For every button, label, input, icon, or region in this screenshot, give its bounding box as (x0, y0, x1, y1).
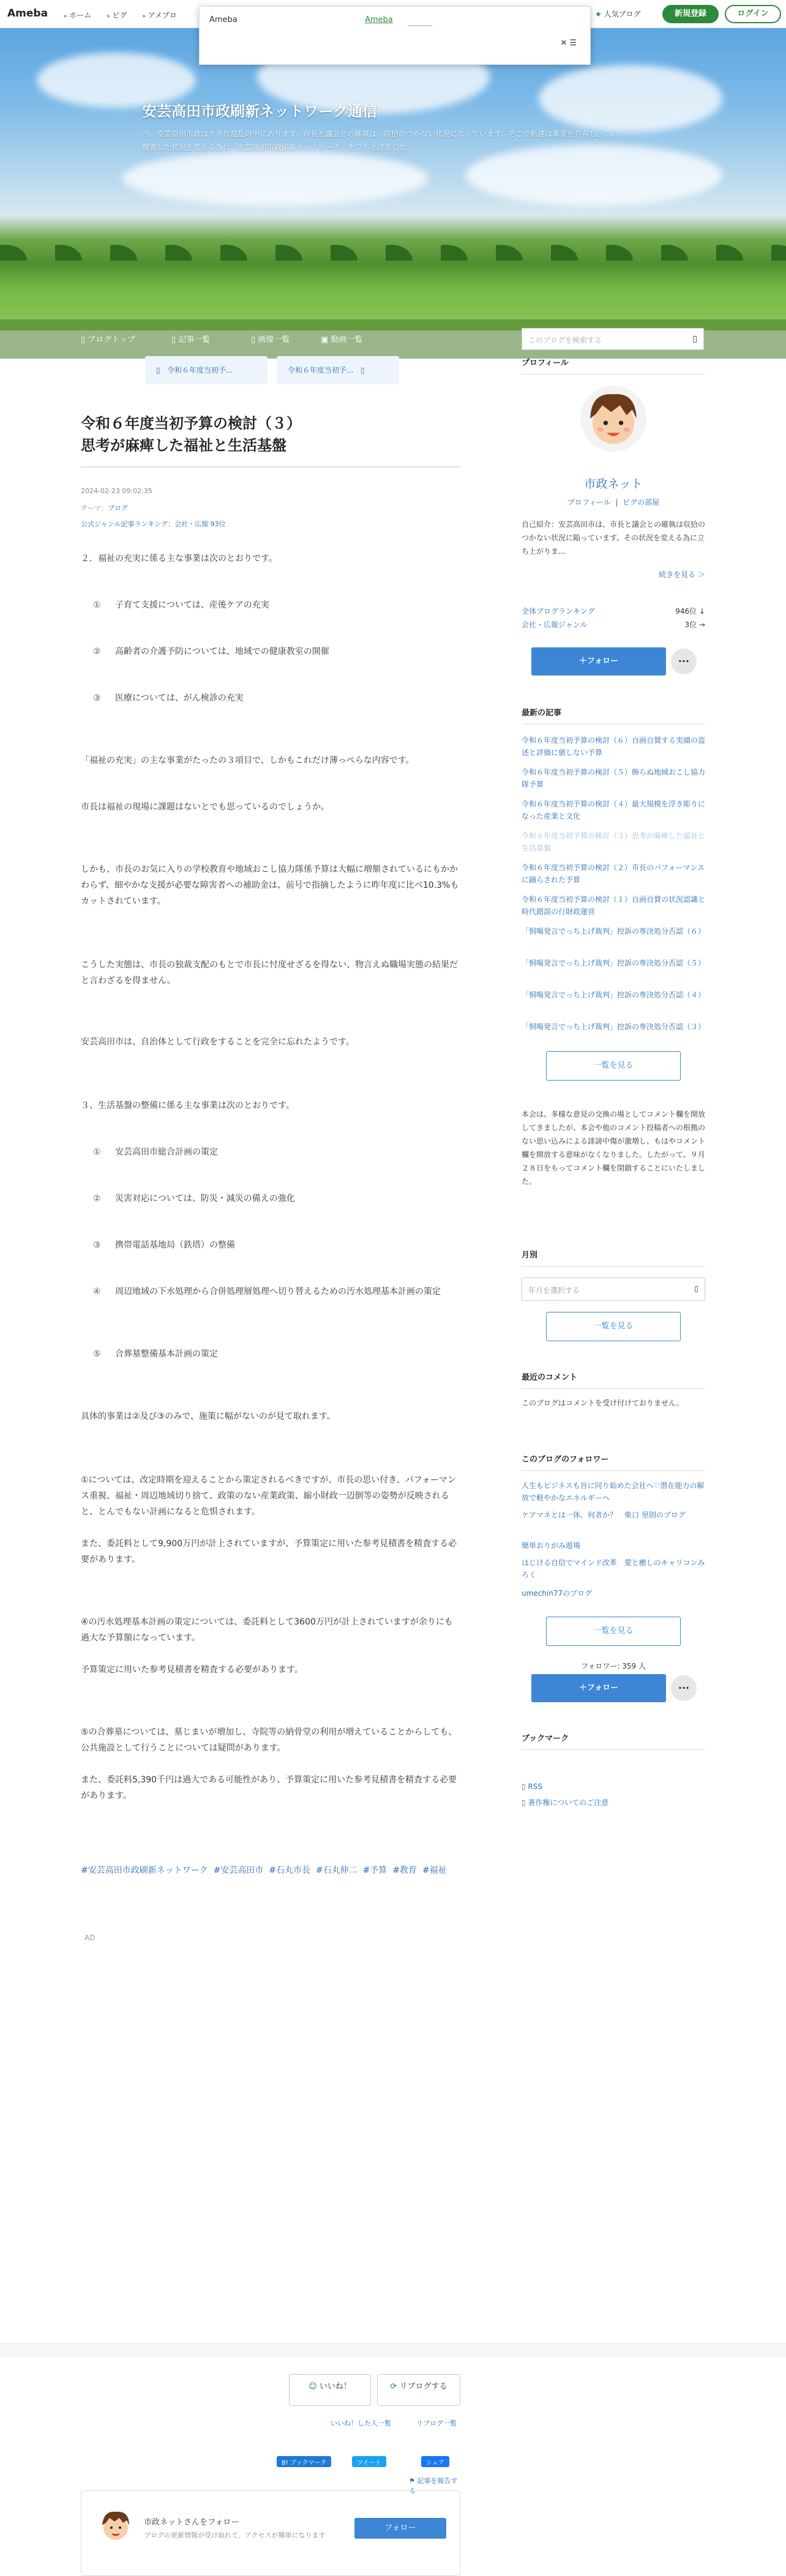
rss-label: RSS (528, 1782, 542, 1791)
recent-articles-heading: 最新の記事 (522, 706, 705, 724)
blog-nav (0, 319, 786, 359)
item-text: 安芸高田市総合計画の策定 (115, 1147, 218, 1157)
rank-value: 3位 → (684, 620, 705, 629)
paragraph: 具体的事業は②及び③のみで、施策に幅がないのが見て取れます。 (81, 1412, 335, 1421)
tweet-button[interactable]: ツイート (352, 2456, 386, 2467)
paragraph: 「福祉の充実」の主な事業がたったの３項目で、しかもこれだけ薄っぺらな内容です。 (81, 756, 414, 765)
follow-card-name: 市政ネットさんをフォロー (144, 2518, 239, 2527)
profile-links: プロフィール | ピグの部屋 (567, 498, 660, 507)
genre-ranking[interactable]: 公式ジャンル記事ランキング：会社・広報 93位 (81, 520, 226, 528)
hashtag-link[interactable]: #教育 (392, 1866, 417, 1875)
article-title (81, 412, 460, 456)
item-number: ② (93, 647, 101, 657)
article-theme (81, 503, 128, 513)
item-number: ④ (93, 1287, 101, 1297)
rss-link[interactable]: ▯ RSS (522, 1782, 542, 1791)
like-icon: ☺ (309, 2382, 317, 2391)
avatar (97, 2507, 134, 2544)
follower-blog-link[interactable]: 人生もビジネスも旨に同り始めた会社へ♡潜在能力の解放で軽やかなエネルギーへ (522, 1481, 705, 1502)
login-button[interactable]: ログイン (725, 5, 781, 23)
month-select-placeholder: 年月を選択する (528, 1286, 580, 1295)
nav-video-list[interactable]: ▣ 動画一覧 (321, 335, 363, 344)
article-title-line2: 思考が麻痺した福祉と生活基盤 (81, 437, 286, 454)
hot-blog-link[interactable]: ★ 人気ブログ (595, 9, 641, 19)
close-icon[interactable]: ✕ ☰ (560, 39, 577, 48)
prev-article-label: 令和６年度当初予... (167, 366, 233, 374)
hatena-bookmark-button[interactable]: B! ブックマーク (277, 2456, 331, 2467)
nav-blog-top[interactable]: ▯ ブログトップ (81, 335, 135, 344)
rank-label: 会社・広報ジャンル (522, 620, 588, 629)
item-number: ③ (93, 1240, 101, 1250)
blog-description: 今、安芸高田市政は大きな混乱の中にあります。市長と議会との確執は、収拾のつかない状況になっています。そこで私達は事実を共有し、この膠着した状況を変える為に「安芸高田市政刷新ネットワーク」を立ち上げました。 (142, 130, 619, 152)
next-article-link[interactable]: 令和６年度当初予... ▯ (277, 356, 399, 384)
followers-heading: このブログのフォロワー (522, 1453, 705, 1471)
ameba-logo[interactable]: Ameba (7, 7, 48, 20)
like-label: いいね！ (319, 2382, 351, 2391)
register-button[interactable]: 新規登録 (662, 5, 719, 23)
read-more-link[interactable]: 続きを見る ＞ (659, 570, 705, 579)
hashtag-list (81, 1860, 460, 1881)
report-label: 記事を報告する (409, 2477, 458, 2495)
recent-article-link[interactable]: 「恫喝発言でっち上げ裁判」控訴の専決処分否認（３） (522, 1022, 706, 1031)
follow-card (81, 2490, 460, 2576)
paragraph: ①については、改定時期を迎えることから策定されるべきですが、市長の思い付き、パフォーマンス重視、福祉・周辺地域切り捨て、政策のない産業政策、縮小財政一辺倒等の姿勢が反映されると、とんでもない計画になると危惧されます。 (81, 1475, 457, 1517)
nav-video-list-label: 動画一覧 (331, 335, 363, 344)
popup-link[interactable]: Ameba (365, 15, 393, 24)
item-text: 合葬墓整備基本計画の策定 (115, 1349, 218, 1359)
nav-blog-top-label: ブログトップ (88, 335, 135, 344)
more-options-button[interactable]: ··· (671, 649, 697, 674)
reblog-button[interactable]: ⟳ リブログする · (377, 2374, 460, 2406)
item-number: ③ (93, 693, 101, 703)
ad-label: AD (84, 1934, 95, 1942)
follower-blog-link[interactable]: はじける自信でマインド改革 愛と癒しのキャリコンみろく (522, 1558, 705, 1579)
article-title-line1: 令和６年度当初予算の検討（３） (81, 415, 301, 432)
genre-ranking[interactable] (522, 619, 705, 630)
profile-intro: 自己紹介：安芸高田市は、市長と議会との確執は収拾のつかない状況に陥っています。その状況を変える為に立ち上がりま... (522, 520, 706, 556)
paragraph: 安芸高田市は、自治体として行政をすることを完全に忘れたようです。 (81, 1037, 354, 1047)
follower-blog-link[interactable]: 簡単おりがみ遊場 (522, 1541, 581, 1550)
profile-avatar[interactable] (580, 385, 646, 452)
title-divider (81, 466, 460, 467)
follow-button-bottom[interactable]: ＋フォロー (531, 1674, 666, 1702)
paragraph: ３、生活基盤の整備に係る主な事業は次のとおりです。 (81, 1101, 294, 1111)
like-button[interactable]: ☺ いいね！ · (289, 2374, 371, 2406)
rank-label: 全体ブログランキング (522, 607, 595, 616)
item-number: ⑤ (93, 1349, 101, 1359)
list-item (93, 1144, 460, 1160)
recent-article-link[interactable]: 「恫喝発言でっち上げ裁判」控訴の専決処分否認（６） (522, 927, 706, 936)
popup-divider (408, 25, 432, 26)
reblog-icon: ⟳ (390, 2382, 397, 2391)
copyright-notice-link[interactable]: ▯ 著作権についてのご注意 (522, 1798, 609, 1807)
nav-pigg[interactable]: ▸ ピグ (107, 10, 127, 20)
item-text: 携帯電話基地局（鉄塔）の整備 (115, 1240, 235, 1250)
recent-article-link[interactable]: 令和６年度当初予算の検討（３）思考が麻痺した福祉と生活基盤 (522, 832, 706, 852)
hashtag-link[interactable]: #福祉 (422, 1866, 447, 1875)
search-icon[interactable]: ▯ (692, 334, 697, 344)
no-comments-text: このブログはコメントを受け付けておりません。 (522, 1399, 684, 1407)
list-item (93, 1237, 460, 1253)
recent-article-link[interactable]: 「恫喝発言でっち上げ裁判」控訴の専決処分否認（４） (522, 991, 706, 999)
list-item (93, 1284, 460, 1300)
paragraph: 予算策定に用いた参考見積書を精査する必要があります。 (81, 1665, 303, 1675)
follow-card-subtext: ブログの更新情報が受け取れて、アクセスが簡単になります (144, 2531, 326, 2539)
bookmark-heading: ブックマーク (522, 1732, 705, 1750)
cloud-shape (539, 65, 722, 132)
list-item (93, 690, 460, 706)
profile-link[interactable]: プロフィール (567, 498, 611, 507)
paragraph: また、委託料として9,900万円が計上されていますが、予算策定に用いた参考見積書を精査する必要があります。 (81, 1539, 457, 1565)
article-list-button[interactable]: 一覧を見る (546, 1051, 681, 1081)
profile-heading: プロフィール (522, 356, 705, 374)
copyright-label: 著作権についてのご注意 (528, 1798, 609, 1807)
paragraph: ④の汚水処理基本計画の策定については、委託料として3600万円が計上されていますが余りにも過大な予算額になっています。 (81, 1617, 453, 1643)
recent-article-link[interactable]: 令和６年度当初予算の検討（２）市長のパフォーマンスに踊らされた予算 (522, 863, 705, 884)
recent-article-link[interactable]: 令和６年度当初予算の検討（４）最大規模を浮き彫りになった産業と文化 (522, 800, 706, 821)
facebook-share-button[interactable]: シェア (421, 2456, 449, 2467)
follower-blog-link[interactable]: ケアマネとは一体、何者か？ 柴口 里則のブログ (522, 1511, 686, 1519)
item-number: ① (93, 600, 101, 610)
popup-brand: Ameba (209, 15, 238, 24)
list-item (93, 644, 460, 660)
profile-name[interactable]: 市政ネット (584, 477, 643, 491)
follow-button[interactable]: ＋フォロー (531, 647, 666, 676)
cloud-shape (122, 151, 429, 206)
paragraph: 市長は福祉の現場に課題はないとでも思っているのでしょうか。 (81, 802, 329, 812)
list-item (93, 1346, 460, 1362)
recent-article-link[interactable]: 「恫喝発言でっち上げ裁判」控訴の専決処分否認（５） (522, 959, 706, 967)
more-options-button[interactable]: ··· (671, 1675, 697, 1701)
like-users-link[interactable]: いいね！した人一覧 (331, 2419, 391, 2427)
rank-value: 946位 ↓ (675, 607, 705, 616)
item-text: 周辺地域の下水処理から合併処理層処理へ切り替えるための汚水処理基本計画の策定 (115, 1287, 441, 1297)
recent-article-link[interactable]: 令和６年度当初予算の検討（１）自画自賛の状況認識と時代錯誤の行財政運営 (522, 895, 706, 916)
theme-link[interactable]: ブログ (108, 504, 128, 512)
follow-button[interactable]: フォロー (354, 2518, 446, 2539)
nav-article-list-label: 記事一覧 (178, 335, 211, 344)
nav-image-list-label: 画像一覧 (258, 335, 290, 344)
follower-count: フォロワー: 359 人 (581, 1662, 646, 1670)
item-number: ① (93, 1147, 101, 1157)
article-date: 2024-02-23 09:02:35 (81, 487, 152, 495)
blog-search-input[interactable] (522, 328, 704, 350)
next-article-label: 令和６年度当初予... (288, 366, 354, 374)
paragraph: こうした実態は、市長の独裁支配のもとで市長に忖度せざるを得ない、物言えぬ職場実態の結果だと言わざるを得ません。 (81, 960, 458, 986)
blog-header-image (0, 28, 786, 344)
item-text: 災害対応については、防災・減災の備えの強化 (115, 1194, 295, 1204)
reblog-list-link[interactable]: リブログ一覧 (416, 2419, 457, 2427)
recent-article-link[interactable]: 令和６年度当初予算の検討（５）飾らぬ地域おこし協力隊予算 (522, 768, 706, 789)
item-text: 高齢者の介護予防については、地域での健康教室の開催 (115, 647, 329, 657)
item-number: ② (93, 1194, 101, 1204)
hashtag-link[interactable]: #予算 (362, 1866, 387, 1875)
theme-label: テーマ： (81, 504, 108, 512)
recent-comments-heading: 最近のコメント (522, 1371, 705, 1389)
nav-image-list[interactable]: ▯ 画像一覧 (251, 335, 290, 344)
bottom-bar (0, 2343, 786, 2357)
trees-shape (0, 224, 786, 261)
hashtag-link[interactable]: #安芸高田市政刷新ネットワーク (81, 1866, 208, 1875)
report-article-link[interactable]: ⚑ 記事を報告する (409, 2477, 458, 2495)
blog-title[interactable]: 安芸高田市政刷新ネットワーク通信 (142, 103, 377, 120)
followers-list-button[interactable]: 一覧を見る (546, 1617, 681, 1646)
global-nav (64, 10, 177, 20)
hashtag-link[interactable]: #安芸高田市 (213, 1866, 264, 1875)
list-item (93, 597, 460, 613)
comment-policy: 本会は、多様な意見の交換の場としてコメント欄を開放してきましたが、本会や他のコメント投稿者への根拠のない思い込みによる誹謗中傷が激増し、もはやコメント欄を開放する意味がなくなりました。したがって、９月２８日をもってコメント欄を閉鎖することにいたしました。 (522, 1110, 706, 1186)
nav-home[interactable]: ▸ ホーム (64, 10, 91, 20)
nav-article-list[interactable]: ▯ 記事一覧 (171, 335, 211, 344)
reblog-label: リブログする (399, 2382, 447, 2391)
pigg-room-link[interactable]: ピグの部屋 (623, 498, 660, 507)
paragraph: ２．福祉の充実に係る主な事業は次のとおりです。 (81, 554, 277, 564)
prev-article-link[interactable]: ▯ 令和６年度当初予... (145, 356, 268, 384)
paragraph: しかも、市長のお気に入りの学校教育や地域おこし協力隊係予算は大幅に増額されているにもかかわらず、細やかな支援が必要な障害者への補助金は、前号で指摘したように昨年度に比べ10.3%もカットされています。 (81, 865, 459, 906)
monthly-list-button[interactable]: 一覧を見る (546, 1312, 681, 1341)
item-text: 医療については、がん検診の充実 (115, 693, 244, 703)
recent-article-link[interactable]: 令和６年度当初予算の検討（６）自画自賛する実績の盗述と評価に値しない予算 (522, 736, 706, 757)
chevron-icon: ▯ (694, 1284, 698, 1293)
hashtag-link[interactable]: #石丸市長 (269, 1866, 311, 1875)
paragraph: また、委託料5,390千円は過大である可能性があり、予算策定に用いた参考見積書を精査する必要があります。 (81, 1775, 457, 1801)
month-select[interactable] (522, 1278, 705, 1301)
hashtag-link[interactable]: #石丸伸二 (315, 1866, 357, 1875)
overall-ranking[interactable] (522, 606, 705, 616)
item-text: 子育て支援については、産後ケアの充実 (115, 600, 269, 610)
nav-ameblo[interactable]: ▸ アメブロ (143, 10, 176, 20)
paragraph: ⑤の合葬墓については、墓じまいが増加し、寺院等の納骨堂の利用が増えていることからしても、公共施設として行うことについては疑問があります。 (81, 1727, 457, 1753)
list-item (93, 1191, 460, 1207)
search-placeholder: このブログを検索する (528, 336, 602, 344)
monthly-heading: 月別 (522, 1248, 705, 1267)
follower-blog-link[interactable]: umechin77のブログ (522, 1589, 593, 1598)
dropdown-popup (199, 6, 591, 65)
